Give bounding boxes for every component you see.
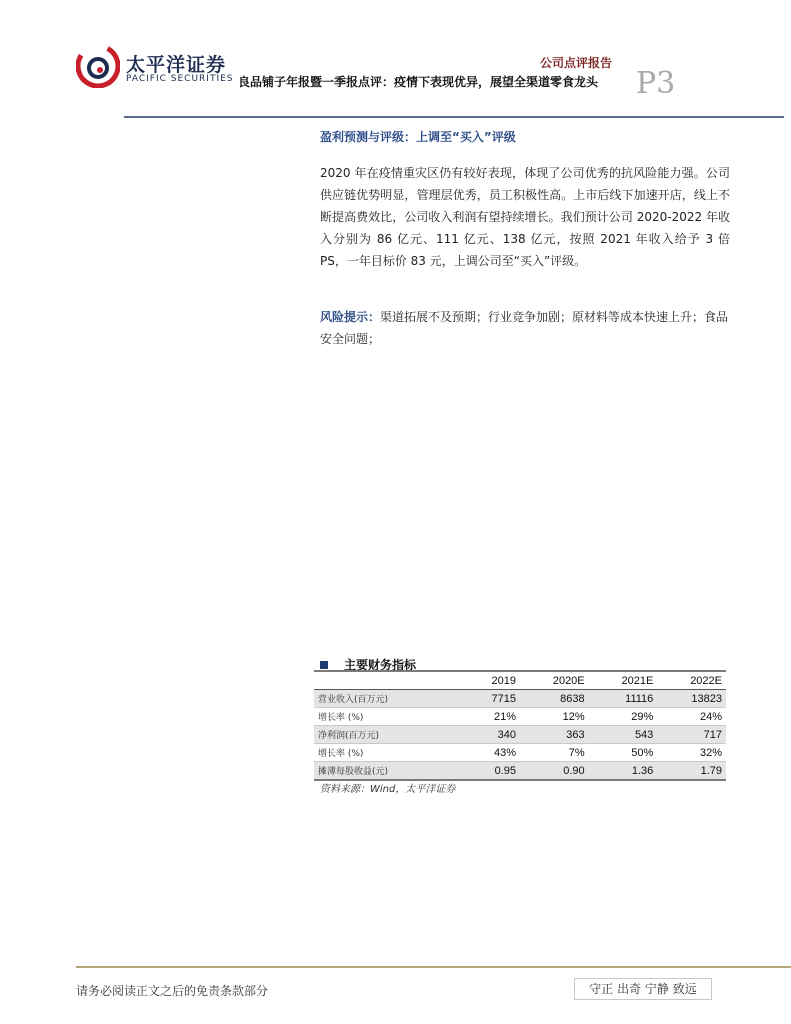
report-type-label: 公司点评报告 <box>540 56 613 70</box>
forecast-paragraph: 2020 年在疫情重灾区仍有较好表现，体现了公司优秀的抗风险能力强。公司供应链优势明显，管理层优秀，员工积极性高。上市后线下加速开店，线上不断提高费效比，公司收入利润有望持续增长。我们预计公司 2020-2022 年收入分别为 86 亿元、111 亿元、138 亿元，按照 2021 年收入给予 3 倍 PS，一年目标价 83 元，上调公司至“买入”评级。 <box>320 166 730 268</box>
table-title-text: 主要财务指标 <box>344 658 417 672</box>
table-cell: 543 <box>589 726 658 744</box>
table-row <box>314 744 726 762</box>
logo-emblem-icon <box>76 44 120 88</box>
logo-text-cn: 太平洋证券 <box>126 54 227 76</box>
company-logo <box>76 44 234 94</box>
table-source-note: 资料来源：Wind，太平洋证券 <box>320 784 456 795</box>
row-label: 摊薄每股收益(元) <box>314 762 451 781</box>
table-cell: 13823 <box>657 690 726 708</box>
table-cell: 7715 <box>451 690 520 708</box>
financial-metrics-table <box>314 670 726 781</box>
table-cell: 11116 <box>589 690 658 708</box>
footer-motto: 守正 出奇 宁静 致远 <box>574 978 712 1000</box>
table-row <box>314 690 726 708</box>
risk-label: 风险提示： <box>320 310 381 324</box>
table-cell: 363 <box>520 726 589 744</box>
table-cell: 0.95 <box>451 762 520 781</box>
table-cell: 1.79 <box>657 762 726 781</box>
table-cell: 32% <box>657 744 726 762</box>
table-cell: 24% <box>657 708 726 726</box>
column-header: 2022E <box>657 671 726 690</box>
logo-text-en: PACIFIC SECURITIES <box>126 74 234 84</box>
section-heading: 盈利预测与评级：上调至“买入”评级 <box>320 130 516 144</box>
footer-divider <box>76 966 791 968</box>
table-row <box>314 708 726 726</box>
row-label: 增长率 (%) <box>314 744 451 762</box>
table-cell: 0.90 <box>520 762 589 781</box>
table-cell: 1.36 <box>589 762 658 781</box>
table-row <box>314 762 726 781</box>
column-header: 2020E <box>520 671 589 690</box>
square-bullet-icon <box>320 661 328 669</box>
table-cell: 340 <box>451 726 520 744</box>
report-title: 良品铺子年报暨一季报点评：疫情下表现优异，展望全渠道零食龙头 <box>238 75 599 89</box>
table-cell: 50% <box>589 744 658 762</box>
row-label: 增长率 (%) <box>314 708 451 726</box>
table-row <box>314 726 726 744</box>
column-header: 2019 <box>451 671 520 690</box>
header-divider <box>124 116 784 118</box>
row-label: 净利润(百万元) <box>314 726 451 744</box>
page-number: P3 <box>636 66 676 101</box>
column-header <box>314 671 451 690</box>
risk-note <box>320 306 730 350</box>
risk-text: 渠道拓展不及预期；行业竞争加剧；原材料等成本快速上升；食品安全问题； <box>320 310 729 346</box>
column-header: 2021E <box>589 671 658 690</box>
table-cell: 717 <box>657 726 726 744</box>
table-cell: 7% <box>520 744 589 762</box>
footer-disclaimer: 请务必阅读正文之后的免责条款部分 <box>76 984 269 998</box>
table-header-row <box>314 671 726 690</box>
table-cell: 21% <box>451 708 520 726</box>
table-cell: 8638 <box>520 690 589 708</box>
table-cell: 43% <box>451 744 520 762</box>
table-cell: 12% <box>520 708 589 726</box>
row-label: 营业收入(百万元) <box>314 690 451 708</box>
table-cell: 29% <box>589 708 658 726</box>
